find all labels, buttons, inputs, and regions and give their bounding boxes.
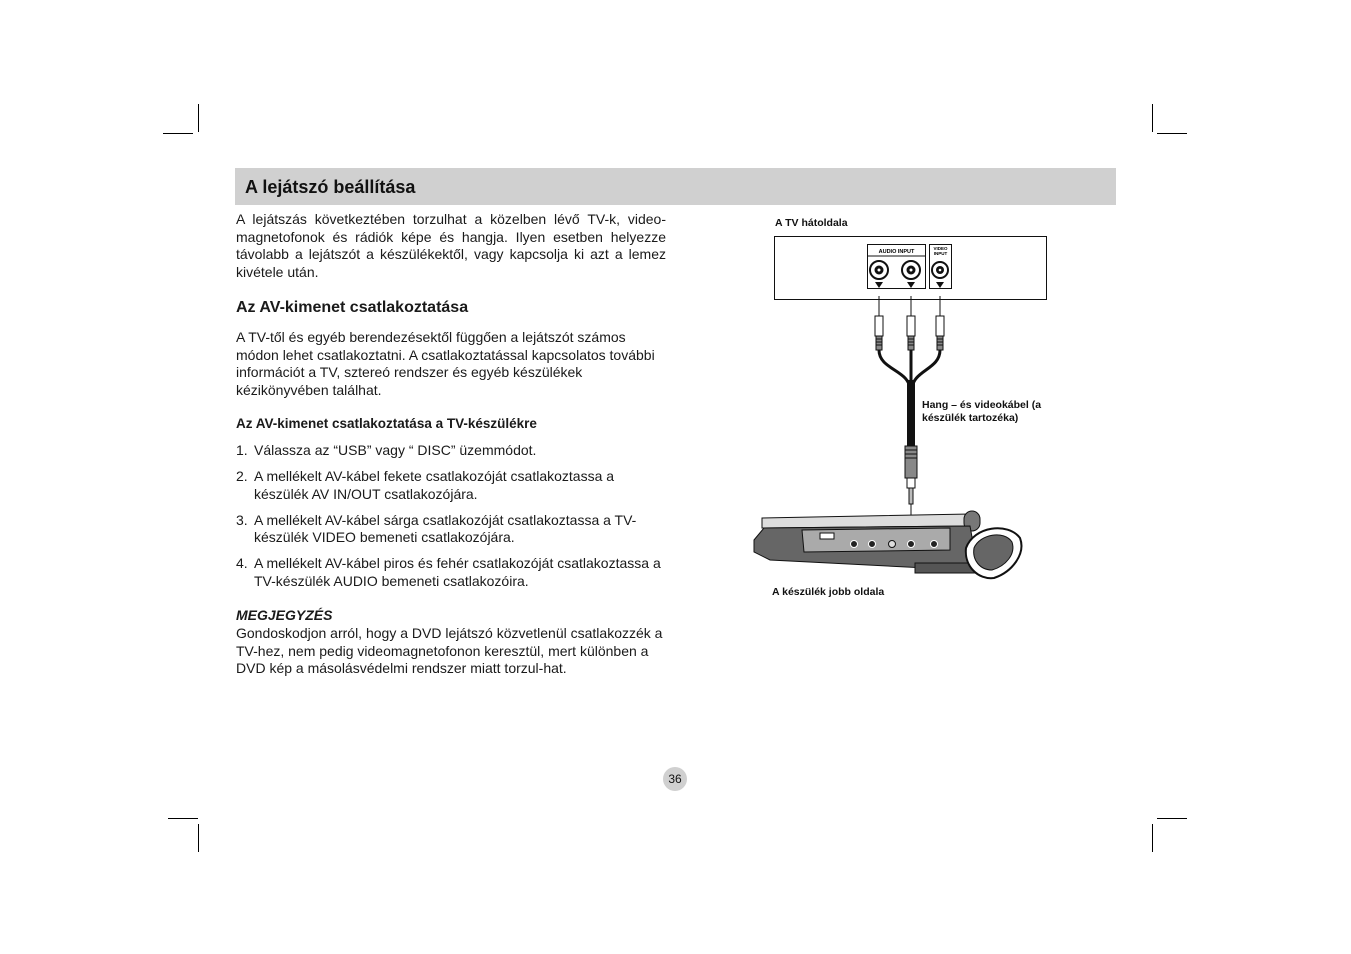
page-title-bar <box>235 168 1116 205</box>
crop-mark <box>1157 133 1187 134</box>
step-number: 3. <box>236 511 248 528</box>
crop-mark <box>168 818 198 819</box>
video-input-text-1: VIDEO <box>933 246 948 251</box>
intro-paragraph: A lejátszás következtében torzulhat a közelben lévő TV-k, video-magnetofonok és rádiók képe és hangja. Ilyen esetben helyezze távolabb a lejátszót a készülékektől, vagy kapcsolja ki azt a lemez kivétele után. <box>236 211 666 280</box>
page-number: 36 <box>663 767 687 791</box>
audio-input-text: AUDIO INPUT <box>878 249 915 255</box>
steps-list <box>236 442 668 599</box>
crop-mark <box>163 133 193 134</box>
step-number: 2. <box>236 468 248 484</box>
step-text: A mellékelt AV-kábel sárga csatlakozóját csatlakoztassa a TV-készülék VIDEO bemeneti csatlakozójára. <box>254 511 637 545</box>
note-text: Gondoskodjon arról, hogy a DVD lejátszó közvetlenül csatlakozzék a TV-hez, nem pedig videomagnetofonon keresztül, mert különben a DVD kép a másolásvédelmi rendszer miatt torzul-hat. <box>236 625 663 676</box>
crop-mark <box>1152 824 1153 852</box>
rca-socket-yellow <box>932 262 948 278</box>
rca-plug-red <box>907 316 915 350</box>
rca-socket-white <box>870 261 888 279</box>
section-subheading: Az AV-kimenet csatlakoztatása a TV-készülékre <box>236 416 537 431</box>
list-item <box>236 468 668 503</box>
section-paragraph: A TV-től és egyéb berendezésektől függően a lejátszót számos módon lehet csatlakoztatni. A csatlakoztatással kapcsolatos további információt a TV, sztereó rendszer és egyéb készülékek kézikönyvében találhat. <box>236 329 655 398</box>
note-title: MEGJEGYZÉS <box>236 607 333 623</box>
crop-mark <box>1152 104 1153 132</box>
page-title: A lejátszó beállítása <box>245 177 416 197</box>
dvd-player-side <box>754 511 1021 578</box>
rca-socket-red <box>902 261 920 279</box>
list-item <box>236 442 668 460</box>
av-cable <box>907 380 915 446</box>
crop-mark <box>198 104 199 132</box>
video-input-text-2: INPUT <box>933 251 948 256</box>
connection-diagram <box>750 230 1080 590</box>
step-text: Válassza az “USB” vagy “ DISC” üzemmódot. <box>254 442 537 458</box>
list-item <box>236 512 668 547</box>
cable-label: Hang – és videokábel (a készülék tartozéka) <box>922 399 1042 424</box>
list-item <box>236 555 668 590</box>
step-text: A mellékelt AV-kábel fekete csatlakozóját csatlakoztassa a készülék AV IN/OUT csatlakozójára. <box>254 468 615 502</box>
cable-strand <box>879 350 910 390</box>
crop-mark <box>1157 818 1187 819</box>
section-heading: Az AV-kimenet csatlakoztatása <box>236 299 469 316</box>
crop-mark <box>198 824 199 852</box>
av-mini-plug <box>905 446 917 504</box>
rca-plug-yellow <box>936 316 944 350</box>
device-side-label: A készülék jobb oldala <box>772 586 885 598</box>
step-number: 4. <box>236 555 248 571</box>
step-text: A mellékelt AV-kábel piros és fehér csatlakozóját csatlakoztassa a TV-készülék AUDIO bemeneti csatlakozóira. <box>254 555 661 589</box>
step-number: 1. <box>236 442 248 458</box>
tv-back-label: A TV hátoldala <box>775 217 848 229</box>
rca-plug-white <box>875 316 883 350</box>
intro-block <box>236 211 666 281</box>
cable-strand <box>912 350 940 390</box>
